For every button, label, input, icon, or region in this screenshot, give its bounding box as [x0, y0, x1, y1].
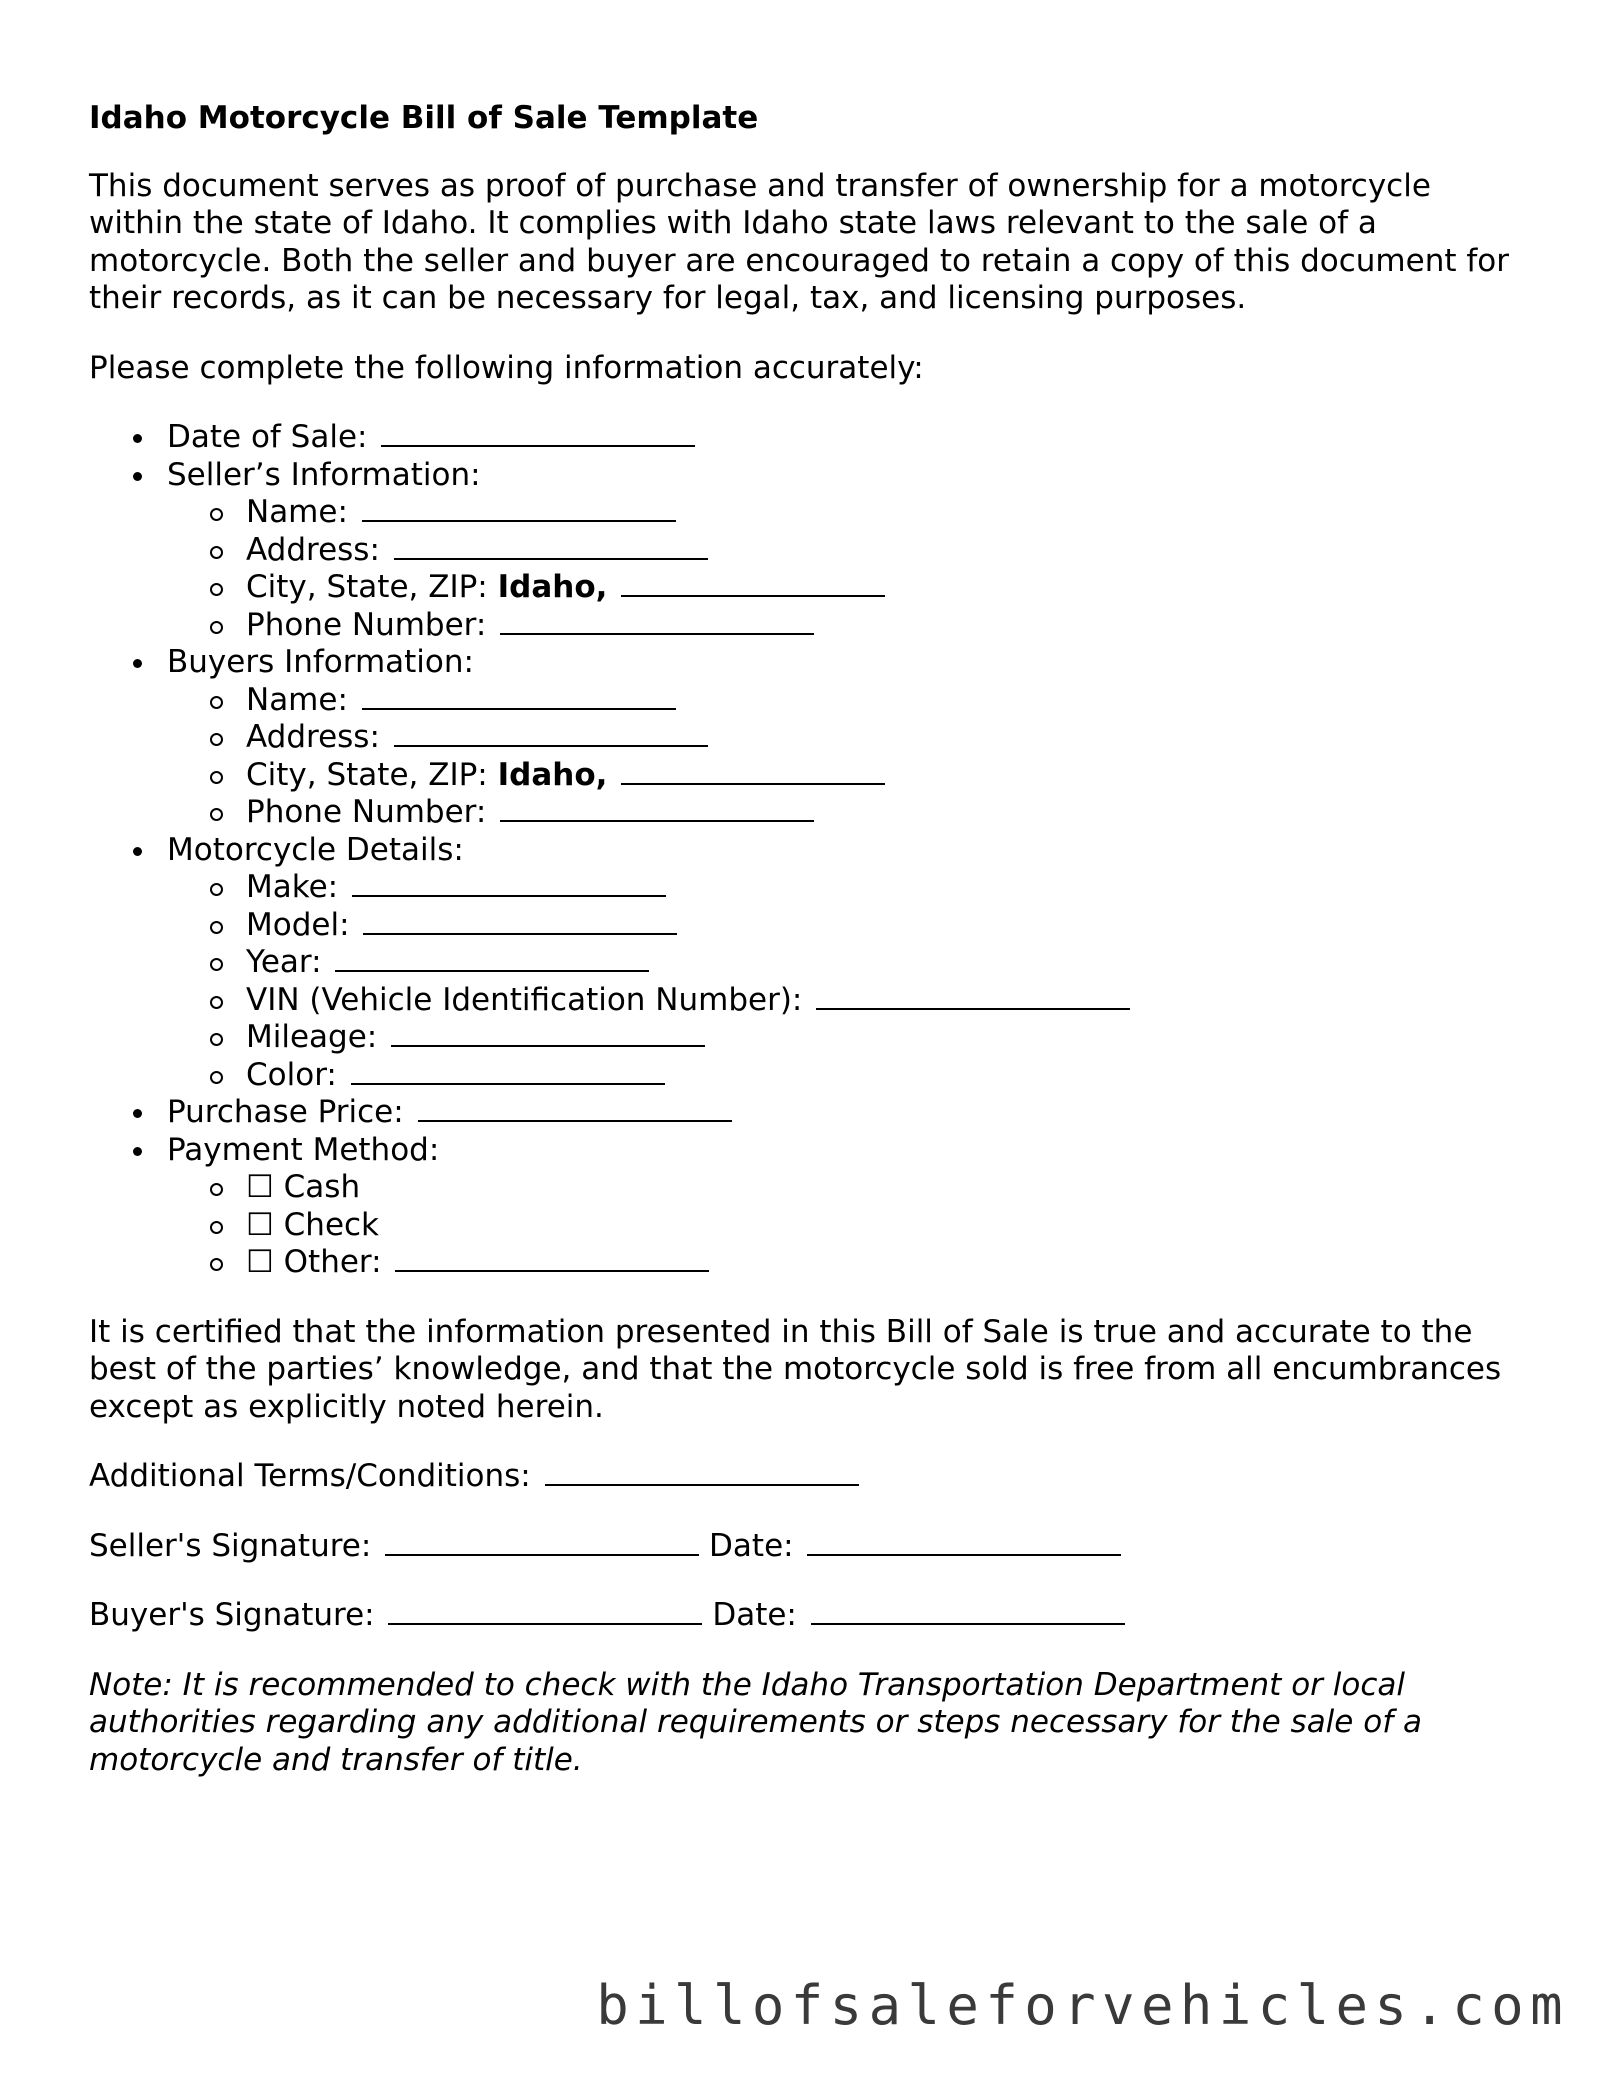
form-fields-list	[89, 419, 1529, 1282]
seller-signature-label: Seller's Signature:	[89, 1527, 372, 1564]
vin-label: VIN (Vehicle Identification Number):	[246, 981, 803, 1018]
buyer-info-list	[167, 682, 1529, 832]
seller-date-field[interactable]	[807, 1553, 1121, 1556]
additional-terms-label: Additional Terms/Conditions:	[89, 1458, 531, 1494]
list-item	[167, 907, 1529, 945]
seller-address-field[interactable]	[394, 557, 708, 560]
list-item	[89, 1094, 1529, 1132]
intro-paragraph: This document serves as proof of purchase and transfer of ownership for a motorcycle within the state of Idaho. It complies with Idaho state laws relevant to the sale of a motorcycle. Both the seller and buyer are encouraged to retain a copy of this document for their records, as it can be necessary for legal, tax, and licensing purposes.	[89, 167, 1509, 316]
seller-city-zip-field[interactable]	[621, 594, 885, 597]
year-label: Year:	[246, 944, 322, 980]
color-field[interactable]	[351, 1082, 665, 1085]
seller-signature-field[interactable]	[385, 1553, 699, 1556]
buyer-address-field[interactable]	[394, 744, 708, 747]
mileage-label: Mileage:	[246, 1019, 378, 1055]
color-label: Color:	[246, 1056, 337, 1093]
purchase-price-label: Purchase Price:	[167, 1094, 404, 1130]
buyer-date-field[interactable]	[811, 1622, 1125, 1625]
list-item	[89, 419, 1529, 457]
list-item	[89, 457, 1529, 645]
payment-method-heading: Payment Method:	[167, 1131, 440, 1168]
list-item	[167, 1057, 1529, 1095]
list-item	[167, 944, 1529, 982]
year-field[interactable]	[335, 969, 649, 972]
mileage-field[interactable]	[391, 1044, 705, 1047]
seller-info-heading: Seller’s Information:	[167, 456, 481, 493]
seller-address-label: Address:	[246, 531, 380, 568]
list-item	[167, 757, 1529, 795]
list-item	[167, 1169, 1529, 1207]
make-field[interactable]	[352, 894, 666, 897]
buyer-address-label: Address:	[246, 719, 380, 755]
date-of-sale-label: Date of Sale:	[167, 419, 368, 455]
buyer-date-label: Date:	[712, 1597, 797, 1633]
payment-check-checkbox[interactable]: ☐ Check	[246, 1206, 380, 1243]
list-item	[89, 644, 1529, 832]
certification-paragraph: It is certified that the information presented in this Bill of Sale is true and accurate to the best of the parties’ knowledge, and that the motorcycle sold is free from all encumbrances except as explicitly noted herein.	[89, 1313, 1502, 1425]
date-of-sale-field[interactable]	[381, 444, 695, 447]
motorcycle-details-list	[167, 869, 1529, 1094]
payment-method-list	[167, 1169, 1529, 1282]
seller-phone-field[interactable]	[500, 632, 814, 635]
list-item	[167, 1207, 1529, 1245]
seller-phone-label: Phone Number:	[246, 606, 487, 643]
additional-terms-field[interactable]	[545, 1483, 859, 1486]
additional-terms-line	[89, 1458, 1529, 1496]
buyer-name-field[interactable]	[362, 707, 676, 710]
buyer-signature-field[interactable]	[388, 1622, 702, 1625]
buyer-name-label: Name:	[246, 681, 348, 718]
document-content	[89, 100, 1529, 1811]
list-item	[167, 607, 1529, 645]
seller-info-list	[167, 494, 1529, 644]
make-label: Make:	[246, 869, 339, 905]
list-item	[167, 569, 1529, 607]
list-item	[167, 1244, 1529, 1282]
buyer-state-value: Idaho,	[497, 756, 608, 793]
motorcycle-details-heading: Motorcycle Details:	[167, 831, 464, 868]
instruction-text: Please complete the following information accurately:	[89, 349, 924, 386]
model-label: Model:	[246, 906, 350, 943]
vin-field[interactable]	[816, 1007, 1130, 1010]
list-item	[167, 794, 1529, 832]
buyer-phone-label: Phone Number:	[246, 794, 487, 830]
list-item	[167, 532, 1529, 570]
document-title: Idaho Motorcycle Bill of Sale Template	[89, 100, 759, 136]
buyer-city-zip-field[interactable]	[621, 782, 885, 785]
seller-date-label: Date:	[709, 1527, 794, 1564]
payment-other-checkbox[interactable]: ☐ Other:	[246, 1244, 382, 1280]
list-item	[167, 1019, 1529, 1057]
payment-cash-checkbox[interactable]: ☐ Cash	[246, 1169, 361, 1205]
seller-signature-line	[89, 1528, 1529, 1566]
website-watermark: billofsaleforvehicles.com	[596, 1974, 1569, 2037]
model-field[interactable]	[363, 932, 677, 935]
seller-name-label: Name:	[246, 494, 348, 530]
buyer-info-heading: Buyers Information:	[167, 644, 474, 680]
list-item	[89, 832, 1529, 1095]
seller-name-field[interactable]	[362, 519, 676, 522]
seller-state-value: Idaho,	[497, 569, 608, 605]
buyer-signature-line	[89, 1597, 1529, 1635]
list-item	[89, 1132, 1529, 1282]
buyer-city-state-zip-label: City, State, ZIP:	[246, 756, 488, 793]
buyer-phone-field[interactable]	[500, 819, 814, 822]
payment-other-field[interactable]	[395, 1269, 709, 1272]
list-item	[167, 682, 1529, 720]
list-item	[167, 719, 1529, 757]
note-paragraph: Note: It is recommended to check with the Idaho Transportation Department or local authorities regarding any additional requirements or steps necessary for the sale of a motorcycle and transfer of title.	[89, 1666, 1422, 1778]
buyer-signature-label: Buyer's Signature:	[89, 1597, 375, 1633]
purchase-price-field[interactable]	[418, 1119, 732, 1122]
list-item	[167, 869, 1529, 907]
list-item	[167, 982, 1529, 1020]
seller-city-state-zip-label: City, State, ZIP:	[246, 569, 488, 605]
list-item	[167, 494, 1529, 532]
